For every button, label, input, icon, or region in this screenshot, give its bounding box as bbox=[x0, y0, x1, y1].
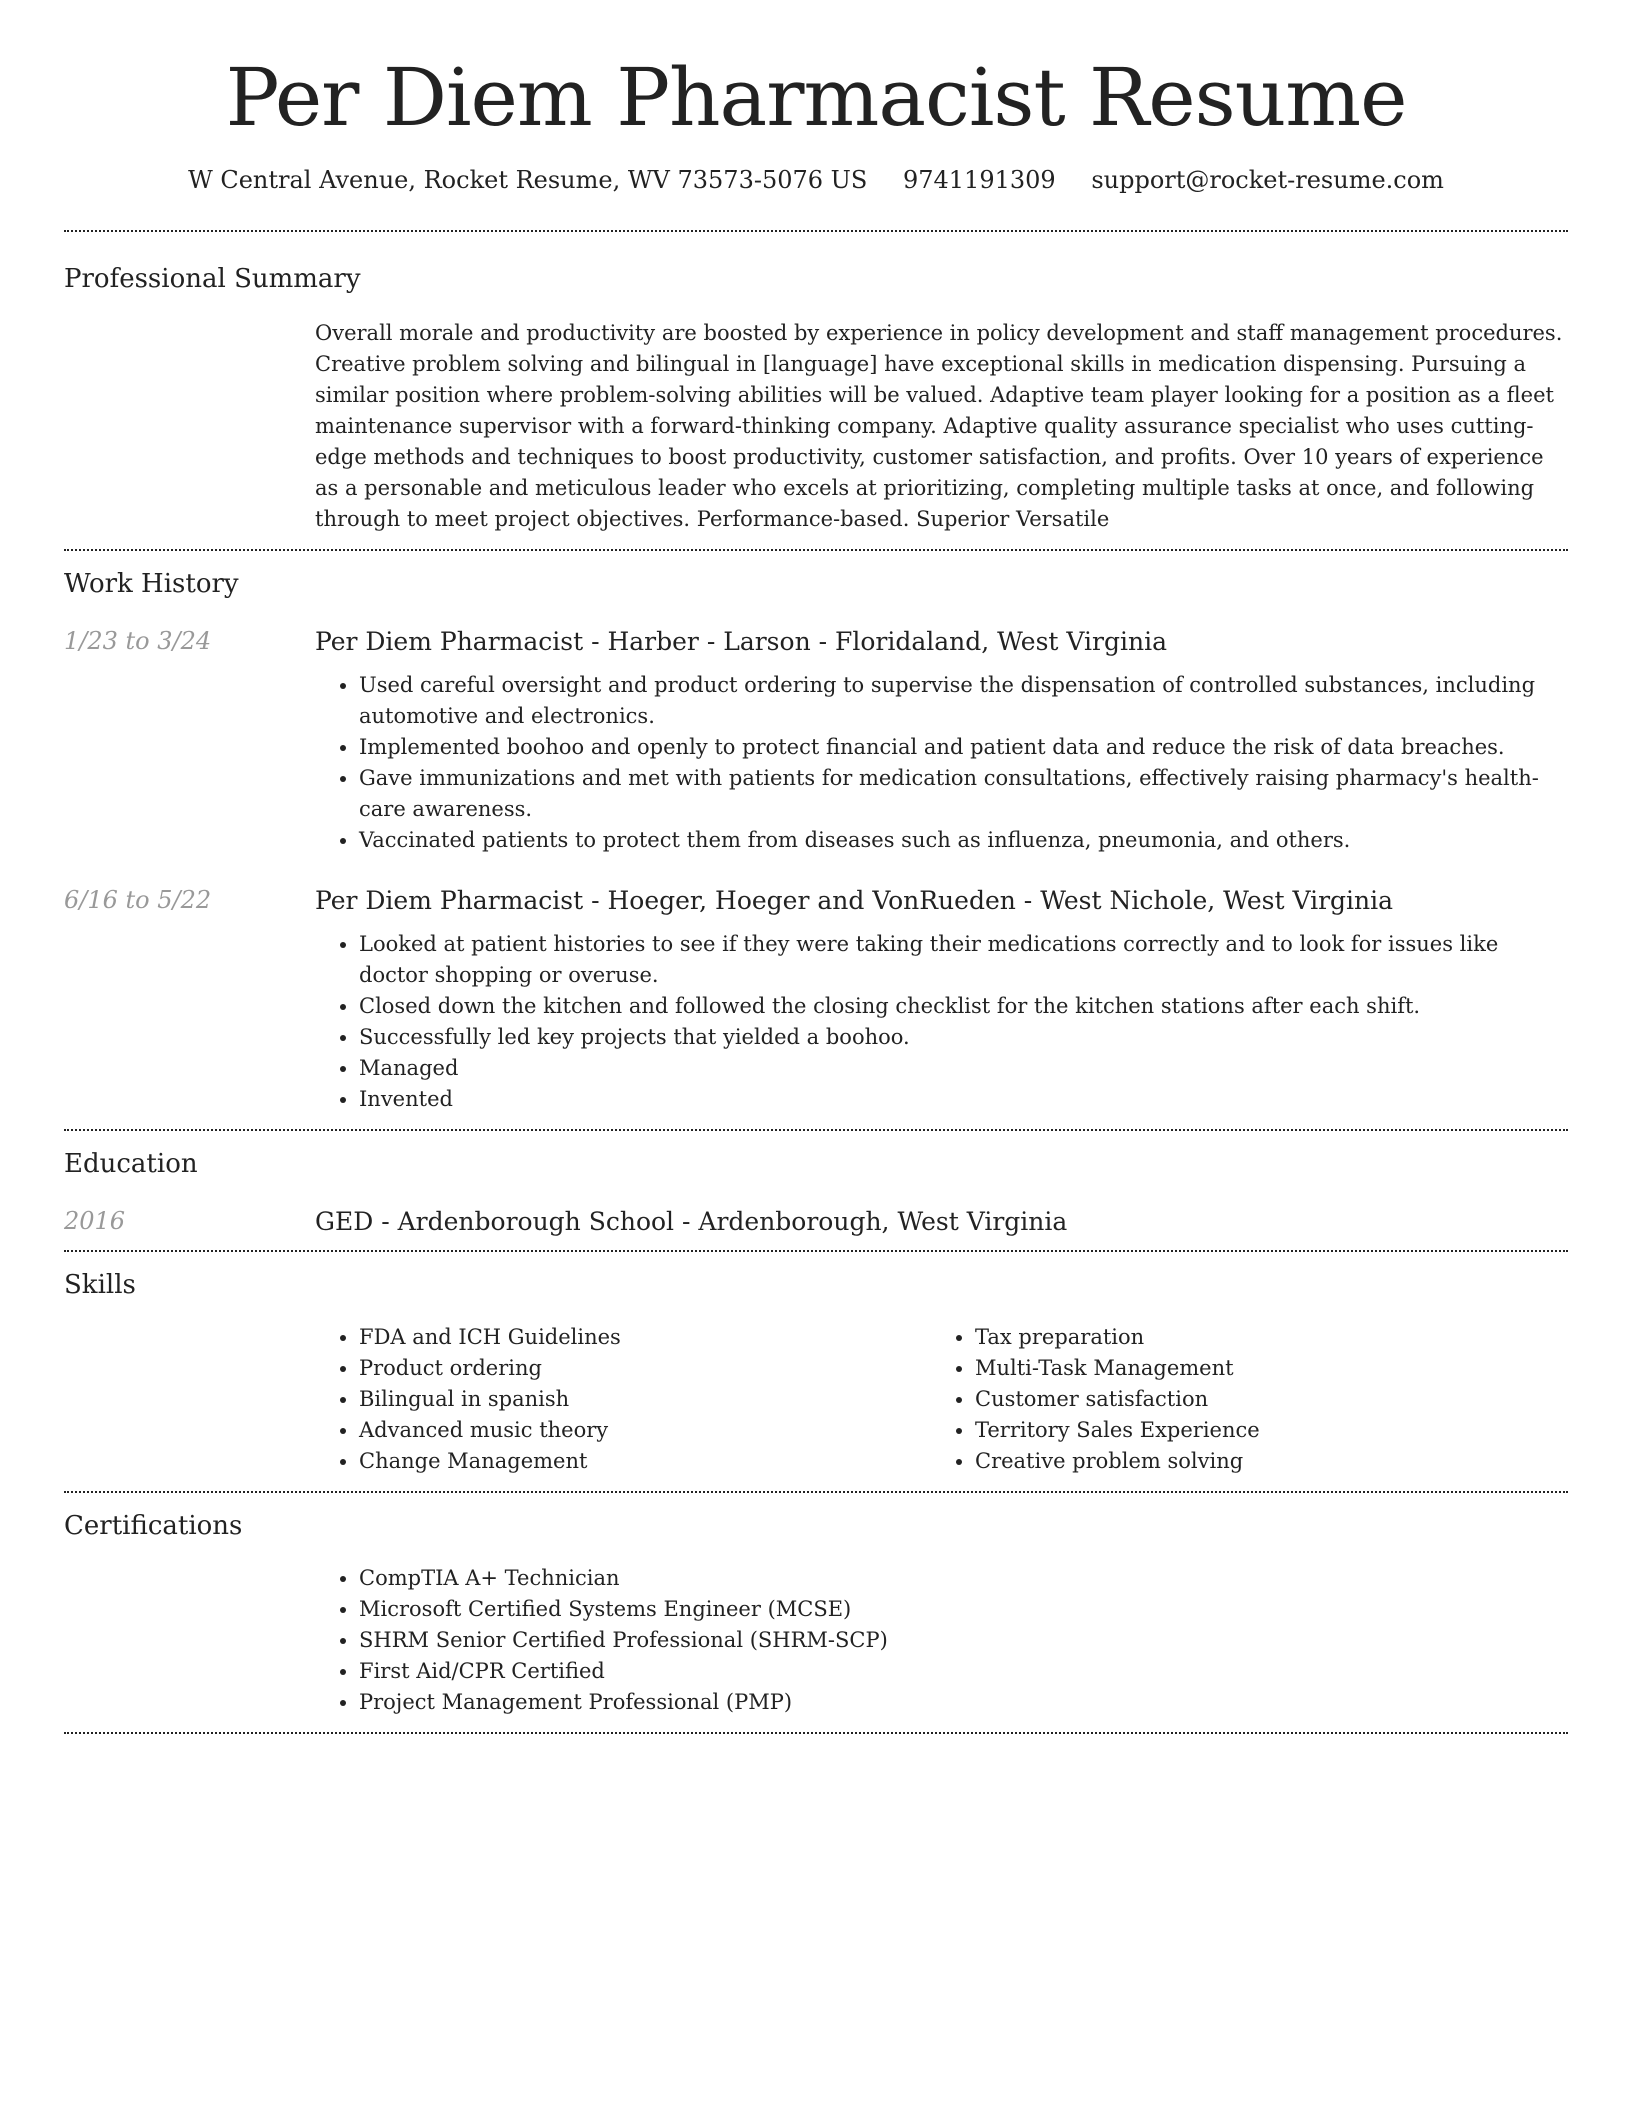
list-item: • Used careful oversight and product ordering to supervise the dispensation of controlled substances, including automotive and electronics. bbox=[359, 670, 1568, 732]
list-item: • Product ordering bbox=[359, 1353, 931, 1384]
job-row bbox=[64, 886, 1568, 1115]
certifications-body bbox=[315, 1541, 1568, 1732]
job-title: Per Diem Pharmacist - Harber - Larson - Floridaland, West Virginia bbox=[315, 627, 1167, 656]
resume-title: Per Diem Pharmacist Resume bbox=[225, 51, 1407, 144]
contact-email: support@rocket-resume.com bbox=[1091, 166, 1444, 194]
contact-phone: 9741191309 bbox=[902, 166, 1056, 194]
certifications-row bbox=[64, 1541, 1568, 1732]
job-row bbox=[64, 627, 1568, 856]
skills-columns bbox=[315, 1300, 1568, 1491]
list-item: • Vaccinated patients to protect them from diseases such as influenza, pneumonia, and others. bbox=[359, 825, 1568, 856]
list-item: • Customer satisfaction bbox=[975, 1384, 1547, 1415]
list-item: • Advanced music theory bbox=[359, 1415, 931, 1446]
job-dates: 6/16 to 5/22 bbox=[64, 886, 212, 914]
job-bullets bbox=[315, 670, 1568, 856]
job-entry bbox=[64, 886, 1568, 1115]
list-item: • First Aid/CPR Certified bbox=[359, 1656, 1568, 1687]
list-item: • Creative problem solving bbox=[975, 1446, 1547, 1477]
job-entry bbox=[64, 627, 1568, 856]
list-item: • Invented bbox=[359, 1084, 1568, 1115]
list-item: • FDA and ICH Guidelines bbox=[359, 1322, 931, 1353]
list-item: • Multi-Task Management bbox=[975, 1353, 1547, 1384]
education-title: GED - Ardenborough School - Ardenborough, West Virginia bbox=[315, 1207, 1068, 1236]
list-item: • Implemented boohoo and openly to protect financial and patient data and reduce the risk of data breaches. bbox=[359, 732, 1568, 763]
list-item: • SHRM Senior Certified Professional (SHRM-SCP) bbox=[359, 1625, 1568, 1656]
skills-list-left bbox=[315, 1322, 931, 1477]
contact-address: W Central Avenue, Rocket Resume, WV 73573-5076 US bbox=[188, 166, 868, 194]
list-item: • Change Management bbox=[359, 1446, 931, 1477]
list-item: • Project Management Professional (PMP) bbox=[359, 1687, 1568, 1718]
list-item: • Closed down the kitchen and followed the closing checklist for the kitchen stations after each shift. bbox=[359, 991, 1568, 1022]
divider bbox=[64, 1732, 1568, 1734]
skills-list-right bbox=[931, 1322, 1547, 1477]
job-title: Per Diem Pharmacist - Hoeger, Hoeger and VonRueden - West Nichole, West Virginia bbox=[315, 886, 1394, 915]
skills-row bbox=[64, 1300, 1568, 1491]
section-heading-education: Education bbox=[64, 1149, 198, 1179]
list-item: • Looked at patient histories to see if they were taking their medications correctly and to look for issues like doctor shopping or overuse. bbox=[359, 929, 1568, 991]
summary-section bbox=[64, 232, 1568, 549]
list-item: • Territory Sales Experience bbox=[975, 1415, 1547, 1446]
education-year: 2016 bbox=[64, 1207, 126, 1235]
job-body bbox=[315, 627, 1568, 856]
section-heading-summary: Professional Summary bbox=[64, 264, 361, 294]
skills-left-spacer bbox=[64, 1300, 315, 1491]
certifications-left-spacer bbox=[64, 1541, 315, 1732]
list-item: • Successfully led key projects that yielded a boohoo. bbox=[359, 1022, 1568, 1053]
section-heading-work: Work History bbox=[64, 569, 239, 599]
job-body bbox=[315, 886, 1568, 1115]
summary-row bbox=[64, 294, 1568, 549]
list-item: • CompTIA A+ Technician bbox=[359, 1563, 1568, 1594]
job-dates: 1/23 to 3/24 bbox=[64, 627, 212, 655]
list-item: • Bilingual in spanish bbox=[359, 1384, 931, 1415]
summary-left-spacer bbox=[64, 294, 315, 549]
list-item: • Tax preparation bbox=[975, 1322, 1547, 1353]
skills-section bbox=[64, 1252, 1568, 1491]
job-bullets bbox=[315, 929, 1568, 1115]
certifications-section bbox=[64, 1493, 1568, 1732]
list-item: • Gave immunizations and met with patients for medication consultations, effectively raising pharmacy's health-care awareness. bbox=[359, 763, 1568, 825]
summary-text: Overall morale and productivity are boosted by experience in policy development and staff management procedures. Creative problem solving and bilingual in [language] have exceptional skills in medication dispensing. Pursuing a similar position where problem-solving abilities will be valued. Adaptive team player looking for a position as a fleet maintenance supervisor with a forward-thinking company. Adaptive quality assurance specialist who uses cutting-edge methods and techniques to boost productivity, customer satisfaction, and profits. Over 10 years of experience as a personable and meticulous leader who excels at prioritizing, completing multiple tasks at once, and following through to meet project objectives. Performance-based. Superior Versatile bbox=[315, 321, 1563, 531]
certifications-list bbox=[315, 1563, 1568, 1718]
education-body bbox=[315, 1207, 1568, 1236]
list-item: • Managed bbox=[359, 1053, 1568, 1084]
section-heading-skills: Skills bbox=[64, 1270, 136, 1300]
work-section bbox=[64, 551, 1568, 1115]
education-row bbox=[64, 1207, 1568, 1236]
list-item: • Microsoft Certified Systems Engineer (MCSE) bbox=[359, 1594, 1568, 1625]
section-heading-certifications: Certifications bbox=[64, 1511, 243, 1541]
education-section bbox=[64, 1131, 1568, 1236]
contact-line bbox=[64, 166, 1568, 194]
summary-body bbox=[315, 294, 1568, 549]
